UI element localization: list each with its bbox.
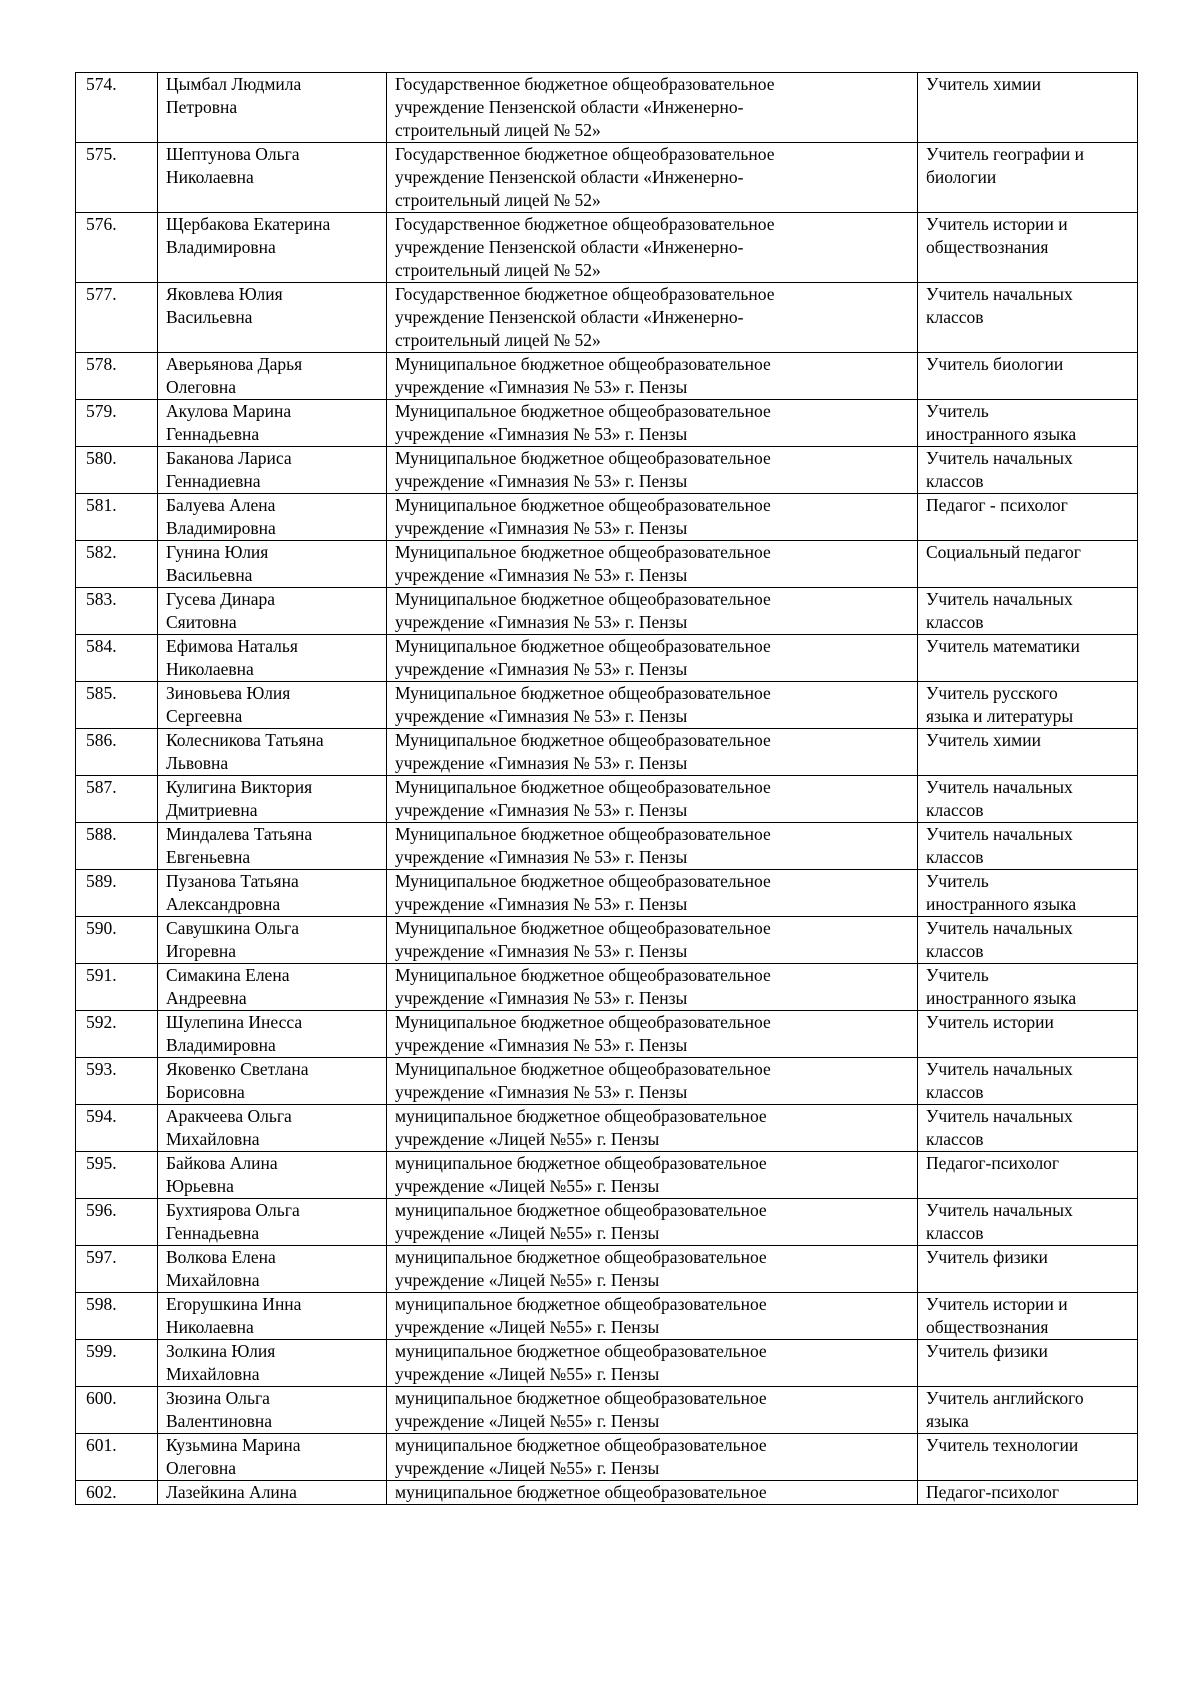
staff-table	[75, 72, 1138, 1505]
position-title: Учитель химии	[918, 729, 1138, 776]
position-title: Учитель иностранного языка	[918, 400, 1138, 447]
position-title: Учитель начальных классов	[918, 776, 1138, 823]
row-number: 582.	[76, 541, 158, 588]
table-row	[76, 353, 1138, 400]
row-number: 598.	[76, 1293, 158, 1340]
row-number: 595.	[76, 1152, 158, 1199]
organization-name: Муниципальное бюджетное общеобразовательное учреждение «Гимназия № 53» г. Пензы	[387, 682, 918, 729]
table-row	[76, 213, 1138, 283]
position-title: Учитель начальных классов	[918, 588, 1138, 635]
row-number: 590.	[76, 917, 158, 964]
organization-name: муниципальное бюджетное общеобразовательное учреждение «Лицей №55» г. Пензы	[387, 1199, 918, 1246]
person-name: Ефимова Наталья Николаевна	[158, 635, 387, 682]
table-row	[76, 1387, 1138, 1434]
person-name: Кулигина Виктория Дмитриевна	[158, 776, 387, 823]
row-number: 588.	[76, 823, 158, 870]
position-title: Учитель химии	[918, 73, 1138, 143]
row-number: 576.	[76, 213, 158, 283]
position-title: Учитель английского языка	[918, 1387, 1138, 1434]
table-row	[76, 776, 1138, 823]
person-name: Аракчеева Ольга Михайловна	[158, 1105, 387, 1152]
table-row	[76, 1293, 1138, 1340]
person-name: Яковлева Юлия Васильевна	[158, 283, 387, 353]
row-number: 574.	[76, 73, 158, 143]
organization-name: муниципальное бюджетное общеобразовательное учреждение «Лицей №55» г. Пензы	[387, 1293, 918, 1340]
position-title: Педагог - психолог	[918, 494, 1138, 541]
position-title: Социальный педагог	[918, 541, 1138, 588]
position-title: Учитель начальных классов	[918, 917, 1138, 964]
position-title: Учитель географии и биологии	[918, 143, 1138, 213]
row-number: 585.	[76, 682, 158, 729]
position-title: Учитель начальных классов	[918, 1199, 1138, 1246]
table-row	[76, 494, 1138, 541]
person-name: Шулепина Инесса Владимировна	[158, 1011, 387, 1058]
person-name: Симакина Елена Андреевна	[158, 964, 387, 1011]
position-title: Учитель начальных классов	[918, 283, 1138, 353]
organization-name: Муниципальное бюджетное общеобразовательное учреждение «Гимназия № 53» г. Пензы	[387, 1058, 918, 1105]
organization-name: Муниципальное бюджетное общеобразовательное учреждение «Гимназия № 53» г. Пензы	[387, 400, 918, 447]
table-body	[76, 73, 1138, 1505]
organization-name: Муниципальное бюджетное общеобразовательное учреждение «Гимназия № 53» г. Пензы	[387, 729, 918, 776]
row-number: 580.	[76, 447, 158, 494]
person-name: Зюзина Ольга Валентиновна	[158, 1387, 387, 1434]
position-title: Педагог-психолог	[918, 1152, 1138, 1199]
table-row	[76, 1199, 1138, 1246]
organization-name: Муниципальное бюджетное общеобразовательное учреждение «Гимназия № 53» г. Пензы	[387, 917, 918, 964]
organization-name: муниципальное бюджетное общеобразовательное учреждение «Лицей №55» г. Пензы	[387, 1105, 918, 1152]
organization-name: Муниципальное бюджетное общеобразовательное учреждение «Гимназия № 53» г. Пензы	[387, 1011, 918, 1058]
position-title: Учитель начальных классов	[918, 1058, 1138, 1105]
person-name: Щербакова Екатерина Владимировна	[158, 213, 387, 283]
person-name: Байкова Алина Юрьевна	[158, 1152, 387, 1199]
table-row	[76, 143, 1138, 213]
position-title: Учитель начальных классов	[918, 447, 1138, 494]
table-row	[76, 1340, 1138, 1387]
table-row	[76, 1105, 1138, 1152]
person-name: Гунина Юлия Васильевна	[158, 541, 387, 588]
position-title: Учитель технологии	[918, 1434, 1138, 1481]
row-number: 577.	[76, 283, 158, 353]
row-number: 602.	[76, 1481, 158, 1505]
row-number: 581.	[76, 494, 158, 541]
table-row	[76, 964, 1138, 1011]
person-name: Аверьянова Дарья Олеговна	[158, 353, 387, 400]
person-name: Егорушкина Инна Николаевна	[158, 1293, 387, 1340]
organization-name: муниципальное бюджетное общеобразовательное учреждение «Лицей №55» г. Пензы	[387, 1387, 918, 1434]
person-name: Золкина Юлия Михайловна	[158, 1340, 387, 1387]
position-title: Учитель математики	[918, 635, 1138, 682]
position-title: Учитель истории и обществознания	[918, 213, 1138, 283]
person-name: Волкова Елена Михайловна	[158, 1246, 387, 1293]
table-row	[76, 588, 1138, 635]
row-number: 584.	[76, 635, 158, 682]
organization-name: Муниципальное бюджетное общеобразовательное учреждение «Гимназия № 53» г. Пензы	[387, 776, 918, 823]
row-number: 592.	[76, 1011, 158, 1058]
table-row	[76, 1246, 1138, 1293]
table-row	[76, 1058, 1138, 1105]
row-number: 586.	[76, 729, 158, 776]
table-row	[76, 541, 1138, 588]
organization-name: Муниципальное бюджетное общеобразовательное учреждение «Гимназия № 53» г. Пензы	[387, 447, 918, 494]
position-title: Учитель иностранного языка	[918, 964, 1138, 1011]
person-name: Пузанова Татьяна Александровна	[158, 870, 387, 917]
organization-name: Муниципальное бюджетное общеобразовательное учреждение «Гимназия № 53» г. Пензы	[387, 870, 918, 917]
position-title: Педагог-психолог	[918, 1481, 1138, 1505]
organization-name: муниципальное бюджетное общеобразовательное учреждение «Лицей №55» г. Пензы	[387, 1434, 918, 1481]
table-row	[76, 447, 1138, 494]
organization-name: Муниципальное бюджетное общеобразовательное учреждение «Гимназия № 53» г. Пензы	[387, 494, 918, 541]
person-name: Зиновьева Юлия Сергеевна	[158, 682, 387, 729]
row-number: 596.	[76, 1199, 158, 1246]
row-number: 578.	[76, 353, 158, 400]
person-name: Миндалева Татьяна Евгеньевна	[158, 823, 387, 870]
position-title: Учитель физики	[918, 1246, 1138, 1293]
position-title: Учитель начальных классов	[918, 823, 1138, 870]
row-number: 599.	[76, 1340, 158, 1387]
table-row	[76, 823, 1138, 870]
table-row	[76, 917, 1138, 964]
person-name: Лазейкина Алина	[158, 1481, 387, 1505]
person-name: Яковенко Светлана Борисовна	[158, 1058, 387, 1105]
table-row	[76, 400, 1138, 447]
position-title: Учитель русского языка и литературы	[918, 682, 1138, 729]
position-title: Учитель начальных классов	[918, 1105, 1138, 1152]
table-row	[76, 73, 1138, 143]
person-name: Цымбал Людмила Петровна	[158, 73, 387, 143]
person-name: Гусева Динара Сяитовна	[158, 588, 387, 635]
organization-name: муниципальное бюджетное общеобразовательное учреждение «Лицей №55» г. Пензы	[387, 1152, 918, 1199]
organization-name: Муниципальное бюджетное общеобразовательное учреждение «Гимназия № 53» г. Пензы	[387, 541, 918, 588]
row-number: 597.	[76, 1246, 158, 1293]
organization-name: муниципальное бюджетное общеобразовательное учреждение «Лицей №55» г. Пензы	[387, 1340, 918, 1387]
organization-name: Государственное бюджетное общеобразовательное учреждение Пензенской области «Инженерно- строительный лицей № 52»	[387, 213, 918, 283]
organization-name: Муниципальное бюджетное общеобразовательное учреждение «Гимназия № 53» г. Пензы	[387, 353, 918, 400]
organization-name: Государственное бюджетное общеобразовательное учреждение Пензенской области «Инженерно- строительный лицей № 52»	[387, 143, 918, 213]
table-row	[76, 682, 1138, 729]
row-number: 601.	[76, 1434, 158, 1481]
row-number: 594.	[76, 1105, 158, 1152]
organization-name: Муниципальное бюджетное общеобразовательное учреждение «Гимназия № 53» г. Пензы	[387, 964, 918, 1011]
person-name: Бухтиярова Ольга Геннадьевна	[158, 1199, 387, 1246]
person-name: Шептунова Ольга Николаевна	[158, 143, 387, 213]
row-number: 591.	[76, 964, 158, 1011]
position-title: Учитель истории	[918, 1011, 1138, 1058]
row-number: 600.	[76, 1387, 158, 1434]
person-name: Колесникова Татьяна Львовна	[158, 729, 387, 776]
table-row	[76, 1434, 1138, 1481]
organization-name: Государственное бюджетное общеобразовательное учреждение Пензенской области «Инженерно- строительный лицей № 52»	[387, 283, 918, 353]
person-name: Баканова Лариса Геннадиевна	[158, 447, 387, 494]
table-row	[76, 1481, 1138, 1505]
organization-name: Государственное бюджетное общеобразовательное учреждение Пензенской области «Инженерно- строительный лицей № 52»	[387, 73, 918, 143]
person-name: Кузьмина Марина Олеговна	[158, 1434, 387, 1481]
table-row	[76, 1152, 1138, 1199]
organization-name: Муниципальное бюджетное общеобразовательное учреждение «Гимназия № 53» г. Пензы	[387, 635, 918, 682]
row-number: 583.	[76, 588, 158, 635]
organization-name: муниципальное бюджетное общеобразовательное учреждение «Лицей №55» г. Пензы	[387, 1246, 918, 1293]
table-row	[76, 1011, 1138, 1058]
row-number: 589.	[76, 870, 158, 917]
position-title: Учитель физики	[918, 1340, 1138, 1387]
position-title: Учитель биологии	[918, 353, 1138, 400]
table-row	[76, 283, 1138, 353]
row-number: 575.	[76, 143, 158, 213]
row-number: 579.	[76, 400, 158, 447]
position-title: Учитель иностранного языка	[918, 870, 1138, 917]
person-name: Балуева Алена Владимировна	[158, 494, 387, 541]
row-number: 587.	[76, 776, 158, 823]
organization-name: Муниципальное бюджетное общеобразовательное учреждение «Гимназия № 53» г. Пензы	[387, 588, 918, 635]
table-row	[76, 870, 1138, 917]
table-row	[76, 729, 1138, 776]
person-name: Савушкина Ольга Игоревна	[158, 917, 387, 964]
row-number: 593.	[76, 1058, 158, 1105]
organization-name: Муниципальное бюджетное общеобразовательное учреждение «Гимназия № 53» г. Пензы	[387, 823, 918, 870]
organization-name: муниципальное бюджетное общеобразовательное	[387, 1481, 918, 1505]
position-title: Учитель истории и обществознания	[918, 1293, 1138, 1340]
person-name: Акулова Марина Геннадьевна	[158, 400, 387, 447]
table-row	[76, 635, 1138, 682]
